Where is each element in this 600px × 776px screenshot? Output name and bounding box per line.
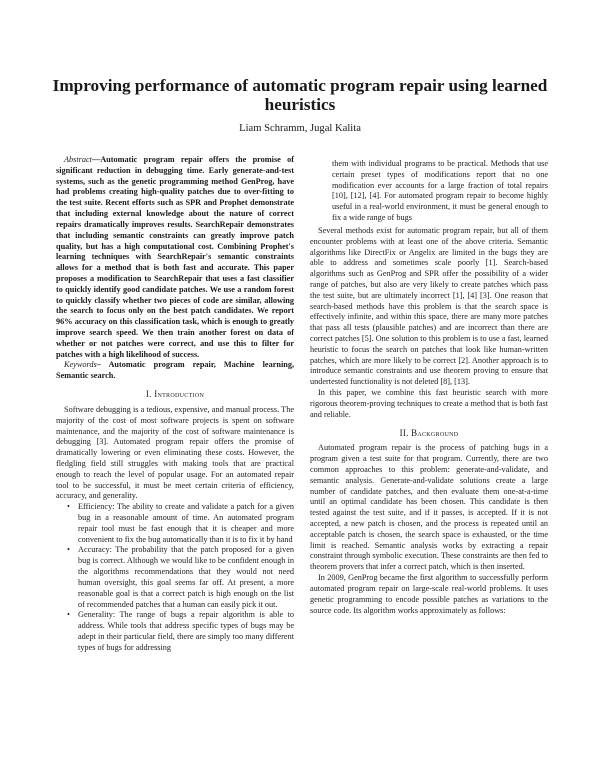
authors: Liam Schramm, Jugal Kalita (239, 123, 361, 134)
section-numeral: II. (399, 427, 409, 438)
section-title: Introduction (154, 389, 205, 400)
right-column (310, 159, 548, 616)
background-paragraph-1: Automated program repair is the process of patching bugs in a program given a test suite for that program. Currently, there are two common approaches to this problem: generate-and-validate, and semantic analysis. Generate-and-validate solutions create a large number of candidate patches, and then evaluate them one-at-a-time until an optimal candidate has been chosen. This candidate is then tested against the test suite, and if it passes, is accepted. If it is not accepted, a new patch is chosen, and the process is repeated until an acceptable patch is chosen, the search space is exhausted, or the time limit is reached. Semantic analysis works by extracting a repair constraint through symbolic execution. These constraints are then fed to theorem provers that infer a correct patch, which is then inserted. (310, 443, 548, 572)
bullet-icon: • (67, 502, 70, 512)
intro-paragraph-3: In this paper, we combine this fast heuristic search with more rigorous theorem-proving techniques to create a method that is both fast and reliable. (310, 388, 548, 419)
left-column (56, 155, 294, 654)
section-heading-background (310, 428, 548, 439)
keywords-lead: Keywords (64, 360, 97, 370)
bullet-icon: • (67, 610, 70, 620)
bullet-icon: • (67, 545, 70, 555)
paper-title: Improving performance of automatic program repair using learned heuristics (52, 76, 548, 114)
abstract-text: Automatic program repair offers the promise of significant reduction in debugging time. Early generate-and-test systems, such as the genetic programming method GenProg, have had problems creating high-quality patches due to over-fitting to the test suite. Recent efforts such as SPR and Prophet demonstrate that including external knowledge about the nature of correct repairs dramatically improves results. SearchRepair demonstrates that including semantic constraints can greatly improve patch quality, but has a high computational cost. Combining Prophet's learning techniques with SearchRepair's semantic constraints allows for a method that is both fast and accurate. This paper proposes a modification to SearchRepair that uses a fast classifier to quickly identify good candidate patches. We use a random forest to quickly classify whether two pieces of code are similar, allowing the search to focus only on the best patch candidates. We report 96% accuracy on this classification task, which is enough to greatly improve search speed. We then train another forest on data of whether or not patches were correct, and use this to filter for patches with a high likelihood of success. (56, 155, 294, 359)
intro-paragraph-1: Software debugging is a tedious, expensive, and manual process. The majority of the cost of most software projects is spent on software maintenance, and the majority of the cost of software maintenance is debugging [3]. Automated program repair offers the promise of dramatically lowering or even eliminating these costs. However, the fledgling field still struggles with making tools that are practical enough to reach the level of popular usage. For an automated repair tool to be successful, it must be meet certain criteria of efficiency, accuracy, and generality. (56, 404, 294, 501)
criteria-item-accuracy (56, 545, 294, 610)
abstract-lead: Abstract (64, 155, 92, 164)
section-heading-introduction (56, 389, 294, 400)
keywords (56, 360, 294, 382)
intro-paragraph-2: Several methods exist for automatic program repair, but all of them encounter problems with at least one of the above criteria. Semantic algorithms like DirectFix or Angelix are limited in the bugs they are able to address and sometimes scale poorly [1]. Search-based algorithms such as GenProg and SPR offer the possibility of a wider range of patches, but also are very likely to create patches which pass the test suite, but are ultimately incorrect [1], [4] [3]. One reason that search-based methods have this problem is that the search space is effectively infinite, and within this space, there are many more patches that pass all tests (plausible patches) and are incorrect than there are correct patches [5]. One solution to this problem is to use a fast, learned heuristic to focus the search on patches that look like human-written patches, which are more likely to be correct [2]. Another approach is to introduce semantic constraints and use theorem proving to ensure that undertested functionality is not deleted [8], [13]. (310, 225, 548, 387)
criteria-text: Efficiency: The ability to create and validate a patch for a given bug in a reasonable amount of time. An automated program repair tool must be fast enough that it is cheaper and more convenient to fix the bug automatically than it is to fix it by hand (78, 502, 294, 544)
keywords-dash: – (96, 360, 109, 370)
criteria-item-generality (56, 610, 294, 653)
generality-continuation: them with individual programs to be practical. Methods that use certain preset types of modifications report that no one modification ever accounts for a large fraction of total repairs [10], [12], [4]. For automated program repair to become highly useful in a real-world environment, it must be general enough to fix a wide range of bugs (332, 159, 548, 223)
abstract-dash: — (91, 155, 101, 164)
section-title: Background (411, 427, 459, 438)
criteria-list (56, 502, 294, 653)
background-paragraph-2: In 2009, GenProg became the first algorithm to successfully perform automated program repair on large-scale real-world problems. It uses genetic programming to encode possible patches as variations to the source code. Its algorithm works approximately as follows: (310, 573, 548, 615)
section-numeral: I. (145, 389, 152, 400)
criteria-item-efficiency (56, 502, 294, 545)
criteria-text: Generality: The range of bugs a repair algorithm is able to address. While tools that address specific types of bugs may be adept in their particular field, there are simply too many different types of bugs for addressing (78, 610, 294, 652)
keywords-text: Automatic program repair, Machine learning, Semantic search. (56, 360, 295, 381)
criteria-text: Accuracy: The probability that the patch proposed for a given bug is correct. Although we would like to be confident enough in the algorithms recommendations that they would not need human oversight, this goal seems far off. At present, a more reasonable goal is that a correct patch is high enough on the list of recommended patches that a human can easily pick it out. (78, 545, 294, 609)
abstract (56, 155, 294, 360)
